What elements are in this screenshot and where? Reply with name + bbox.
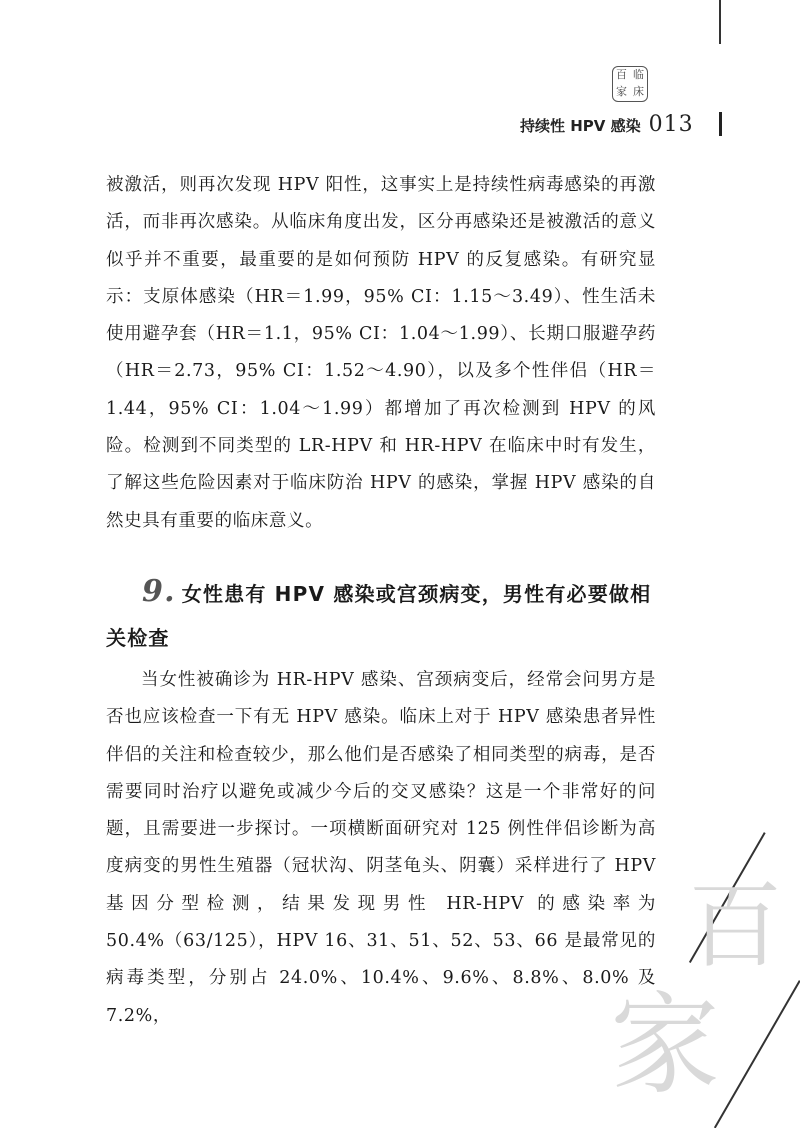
- section-heading: [106, 570, 656, 660]
- running-header: [520, 112, 694, 138]
- decorative-line: [714, 980, 800, 1128]
- seal-char: 床: [633, 85, 644, 98]
- body-text-block: [106, 167, 656, 540]
- seal-char: 百: [616, 68, 627, 81]
- seal-char: 家: [616, 85, 627, 98]
- section-number: 9.: [142, 574, 176, 609]
- page-number: 013: [648, 112, 694, 137]
- running-title: 持续性 HPV 感染: [520, 117, 641, 135]
- watermark-char: 百: [688, 872, 783, 981]
- decorative-line: [689, 832, 765, 963]
- page-edge-line: [719, 0, 721, 44]
- series-logo-seal: [612, 66, 648, 102]
- paragraph: 当女性被确诊为 HR-HPV 感染、宫颈病变后，经常会问男方是否也应该检查一下有无 HPV 感染。临床上对于 HPV 感染患者异性伴侣的关注和检查较少，那么他们是否感染了相同类型的病毒，是否需要同时治疗以避免或减少今后的交叉感染？这是一个非常好的问题，且需要进一步探讨。一项横断面研究对 125 例性伴侣诊断为高度病变的男性生殖器（冠状沟、阴茎龟头、阴囊）采样进行了 HPV 基因分型检测，结果发现男性 HR-HPV 的感染率为 50.4%（63/125），HPV 16、31、51、52、53、66 是最常见的病毒类型，分别占 24.0%、10.4%、9.6%、8.8%、8.0% 及 7.2%，: [106, 670, 656, 1026]
- watermark-char: 家: [610, 981, 720, 1109]
- body-text-block: [106, 662, 656, 1035]
- section-title: 女性患有 HPV 感染或宫颈病变，男性有必要做相关检查: [106, 582, 652, 650]
- paragraph: 被激活，则再次发现 HPV 阳性，这事实上是持续性病毒感染的再激活，而非再次感染。从临床角度出发，区分再感染还是被激活的意义似乎并不重要，最重要的是如何预防 HPV 的反复感染。有研究显示：支原体感染（HR＝1.99，95% CI：1.15～3.49）、性生活未使用避孕套（HR＝1.1，95% CI：1.04～1.99）、长期口服避孕药（HR＝2.73，95% CI：1.52～4.90），以及多个性伴侣（HR＝1.44，95% CI：1.04～1.99）都增加了再次检测到 HPV 的风险。检测到不同类型的 LR-HPV 和 HR-HPV 在临床中时有发生，了解这些危险因素对于临床防治 HPV 的感染，掌握 HPV 感染的自然史具有重要的临床意义。: [106, 175, 656, 531]
- header-rule: [719, 112, 722, 136]
- seal-char: 临: [633, 68, 644, 81]
